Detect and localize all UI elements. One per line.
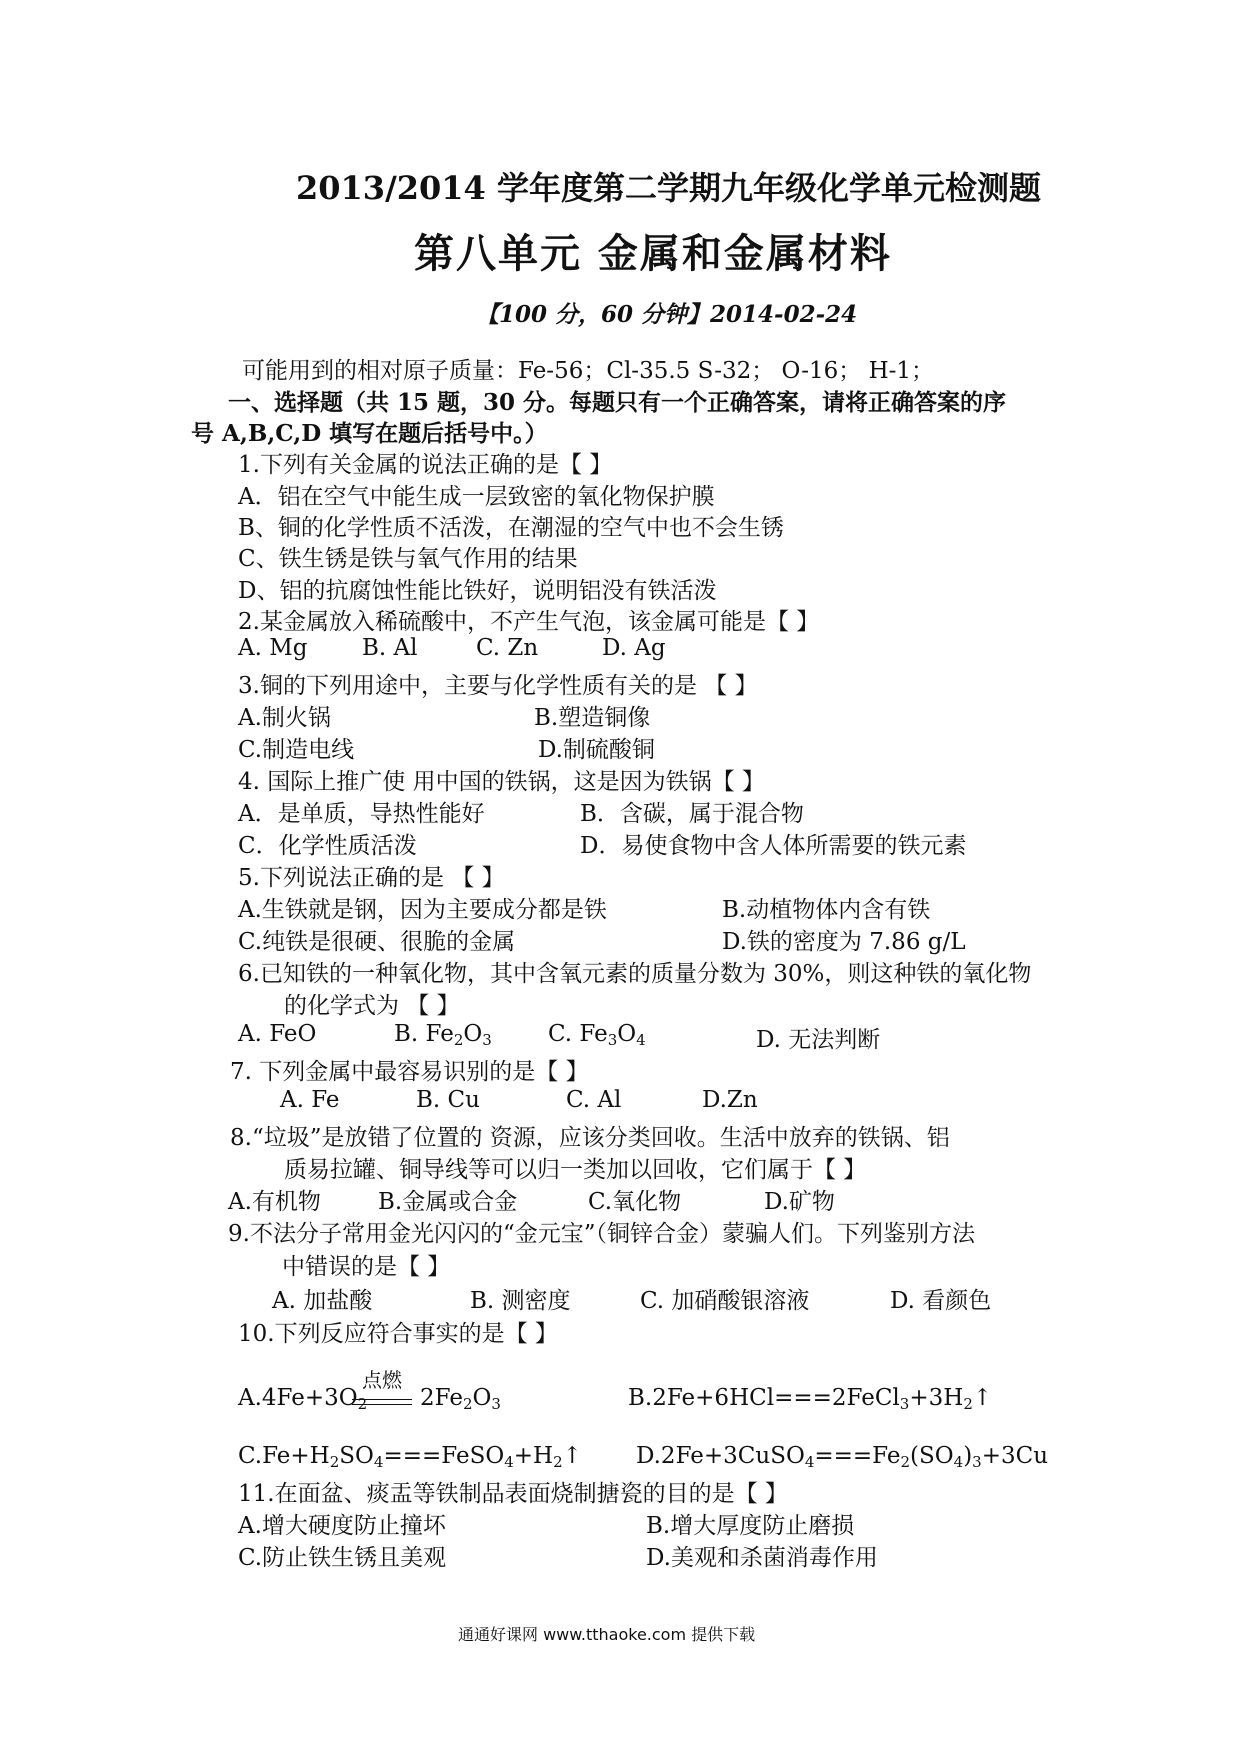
q10-option-b xyxy=(628,1385,992,1411)
q10-d-part: +3Cu xyxy=(981,1443,1049,1469)
q1-option-c: C、铁生锈是铁与氧气作用的结果 xyxy=(238,546,578,572)
q10-c-sub: 2 xyxy=(553,1453,563,1471)
q6-b-part: B. Fe xyxy=(394,1021,454,1047)
q10-a-sub: 2 xyxy=(462,1395,473,1413)
q11-option-b: B.增大厚度防止磨损 xyxy=(646,1513,855,1539)
q6-c-part: O xyxy=(617,1021,637,1047)
exam-meta xyxy=(476,296,857,329)
q10-b-part: +3H xyxy=(909,1385,964,1411)
q4-options-ab xyxy=(0,795,1240,827)
q7-option-a: A. Fe xyxy=(280,1087,340,1113)
q10-options-cd xyxy=(0,1443,1240,1475)
q1-option-b: B、铜的化学性质不活泼，在潮湿的空气中也不会生锈 xyxy=(238,515,784,541)
q11-options-ab xyxy=(0,1507,1240,1539)
q3-option-b: B.塑造铜像 xyxy=(534,705,651,731)
q10-options-ab xyxy=(0,1385,1240,1417)
q11-option-c: C.防止铁生锈且美观 xyxy=(238,1545,447,1571)
q5-option-d: D.铁的密度为 7.86 g/L xyxy=(722,929,966,955)
q8-option-b: B.金属或合金 xyxy=(378,1189,518,1215)
q6-c-sub: 3 xyxy=(607,1031,618,1049)
q10-a-part: 2Fe xyxy=(420,1385,463,1411)
q6-option-d: D. 无法判断 xyxy=(756,1027,881,1053)
q10-c-part: C.Fe+H xyxy=(238,1443,330,1469)
q10-c-part: +H xyxy=(513,1443,554,1469)
q10-d-part: ) xyxy=(963,1443,973,1469)
q6-option-c xyxy=(548,1021,646,1047)
q8-option-c: C.氧化物 xyxy=(588,1189,682,1215)
q10-a-sub: 2 xyxy=(357,1395,368,1413)
q4-option-a: A．是单质，导热性能好 xyxy=(238,801,485,827)
q3-option-d: D.制硫酸铜 xyxy=(538,737,655,763)
q2-option-d: D. Ag xyxy=(602,635,666,661)
q8-stem-cont: 质易拉罐、铜导线等可以归一类加以回收，它们属于【 】 xyxy=(284,1157,867,1183)
meta-bracket: 【 xyxy=(476,301,499,328)
q2-options xyxy=(0,635,1240,667)
q7-option-c: C. Al xyxy=(566,1087,622,1113)
q6-c-part: C. Fe xyxy=(548,1021,608,1047)
q7-option-d: D.Zn xyxy=(702,1087,758,1113)
q5-option-b: B.动植物体内含有铁 xyxy=(722,897,931,923)
q10-stem: 10.下列反应符合事实的是【 】 xyxy=(238,1321,558,1347)
q8-option-d: D.矿物 xyxy=(764,1189,835,1215)
q10-a-equals-bar xyxy=(352,1404,412,1405)
exam-title: 2013/2014 学年度第二学期九年级化学单元检测题 xyxy=(296,169,1041,207)
q10-a-equals-bar xyxy=(352,1399,412,1400)
q10-d-part: D.2Fe+3CuSO xyxy=(636,1443,805,1469)
section1-heading: 一、选择题（共 15 题，30 分。每题只有一个正确答案，请将正确答案的序 xyxy=(228,389,1007,416)
gas-arrow-icon: ↑ xyxy=(562,1443,582,1469)
q6-options xyxy=(0,1021,1240,1053)
q4-option-c: C．化学性质活泼 xyxy=(238,833,417,859)
q10-d-sub: 3 xyxy=(972,1453,982,1471)
q11-option-a: A.增大硬度防止撞坏 xyxy=(238,1513,446,1539)
q10-option-d xyxy=(636,1443,1048,1469)
q9-option-c: C. 加硝酸银溶液 xyxy=(640,1288,810,1314)
q10-option-a xyxy=(238,1385,367,1411)
q7-stem: 7. 下列金属中最容易识别的是【 】 xyxy=(230,1059,589,1085)
q2-stem: 2.某金属放入稀硫酸中，不产生气泡，该金属可能是【 】 xyxy=(238,609,820,635)
q10-a-sub: 3 xyxy=(491,1395,501,1413)
q9-stem-cont: 中错误的是【 】 xyxy=(282,1254,451,1280)
q3-option-a: A.制火锅 xyxy=(238,705,331,731)
q9-option-d: D. 看颜色 xyxy=(890,1288,992,1314)
q10-c-sub: 4 xyxy=(504,1453,514,1471)
q5-stem: 5.下列说法正确的是 【 】 xyxy=(238,865,505,891)
q10-b-part: B.2Fe+6HCl===2FeCl xyxy=(628,1385,900,1411)
q10-reaction-condition: 点燃 xyxy=(362,1368,402,1392)
q8-stem: 8.“垃圾”是放错了位置的 资源，应该分类回收。生活中放弃的铁锅、铝 xyxy=(230,1125,950,1151)
q6-stem: 6.已知铁的一种氧化物，其中含氧元素的质量分数为 30%，则这种铁的氧化物 xyxy=(238,961,1032,987)
q2-option-a: A. Mg xyxy=(238,635,308,661)
q10-c-part: ===FeSO xyxy=(383,1443,505,1469)
q8-options xyxy=(0,1183,1240,1215)
q9-option-b: B. 测密度 xyxy=(470,1288,571,1314)
q9-options xyxy=(0,1282,1240,1314)
atomic-masses: 可能用到的相对原子质量：Fe-56；Cl-35.5 S-32； O-16； H-1； xyxy=(242,358,935,384)
q1-option-d: D、铝的抗腐蚀性能比铁好，说明铝没有铁活泼 xyxy=(238,578,717,604)
q4-stem: 4. 国际上推广使 用中国的铁锅，这是因为铁锅【 】 xyxy=(238,769,765,795)
q1-option-a: A．铝在空气中能生成一层致密的氧化物保护膜 xyxy=(238,484,715,510)
q10-d-part: (SO xyxy=(910,1443,954,1469)
q10-option-c xyxy=(238,1443,582,1469)
gas-arrow-icon: ↑ xyxy=(972,1385,993,1411)
q6-b-part: O xyxy=(463,1021,483,1047)
q5-option-c: C.纯铁是很硬、很脆的金属 xyxy=(238,929,516,955)
q6-b-sub: 2 xyxy=(453,1031,464,1049)
q6-c-sub: 4 xyxy=(636,1031,646,1049)
q5-options-ab xyxy=(0,891,1240,923)
q10-b-sub: 3 xyxy=(899,1395,910,1413)
q10-d-sub: 4 xyxy=(804,1453,815,1471)
section1-heading-cont: 号 A,B,C,D 填写在题后括号中。） xyxy=(191,420,548,447)
q5-option-a: A.生铁就是钢，因为主要成分都是铁 xyxy=(238,897,607,923)
q11-option-d: D.美观和杀菌消毒作用 xyxy=(646,1545,878,1571)
q8-option-a: A.有机物 xyxy=(228,1189,321,1215)
meta-info: 100 分，60 分钟】2014-02-24 xyxy=(499,301,858,328)
q4-options-cd xyxy=(0,827,1240,859)
q4-option-d: D．易使食物中含人体所需要的铁元素 xyxy=(580,833,967,859)
q5-options-cd xyxy=(0,923,1240,955)
q10-c-sub: 2 xyxy=(329,1453,340,1471)
unit-title: 第八单元 金属和金属材料 xyxy=(414,230,892,277)
q1-stem: 1.下列有关金属的说法正确的是【 】 xyxy=(238,452,613,478)
q4-option-b: B．含碳，属于混合物 xyxy=(580,801,804,827)
q6-option-b xyxy=(394,1021,492,1047)
q10-c-part: SO xyxy=(339,1443,374,1469)
q3-options-cd xyxy=(0,731,1240,763)
q3-option-c: C.制造电线 xyxy=(238,737,355,763)
q6-b-sub: 3 xyxy=(482,1031,492,1049)
q9-option-a: A. 加盐酸 xyxy=(272,1288,373,1314)
q10-option-a-products xyxy=(420,1385,501,1411)
q10-c-sub: 4 xyxy=(373,1453,384,1471)
q10-d-part: ===Fe xyxy=(814,1443,901,1469)
q3-stem: 3.铜的下列用途中，主要与化学性质有关的是 【 】 xyxy=(238,673,758,699)
q10-a-part: A.4Fe+3O xyxy=(238,1385,358,1411)
q3-options-ab xyxy=(0,699,1240,731)
q10-a-part: O xyxy=(472,1385,492,1411)
q10-b-sub: 2 xyxy=(963,1395,973,1413)
q9-stem: 9.不法分子常用金光闪闪的“金元宝”（铜锌合金）蒙骗人们。下列鉴别方法 xyxy=(228,1221,975,1247)
page-footer: 通通好课网 www.tthaoke.com 提供下载 xyxy=(458,1625,756,1644)
q7-option-b: B. Cu xyxy=(416,1087,480,1113)
q10-d-sub: 4 xyxy=(953,1453,964,1471)
q11-stem: 11.在面盆、痰盂等铁制品表面烧制搪瓷的目的是【 】 xyxy=(238,1481,788,1507)
q11-options-cd xyxy=(0,1539,1240,1571)
q6-option-a: A. FeO xyxy=(238,1021,317,1047)
q10-d-sub: 2 xyxy=(900,1453,911,1471)
q2-option-c: C. Zn xyxy=(476,635,539,661)
q2-option-b: B. Al xyxy=(362,635,418,661)
q7-options xyxy=(0,1087,1240,1119)
q6-stem-cont: 的化学式为 【 】 xyxy=(284,993,460,1019)
